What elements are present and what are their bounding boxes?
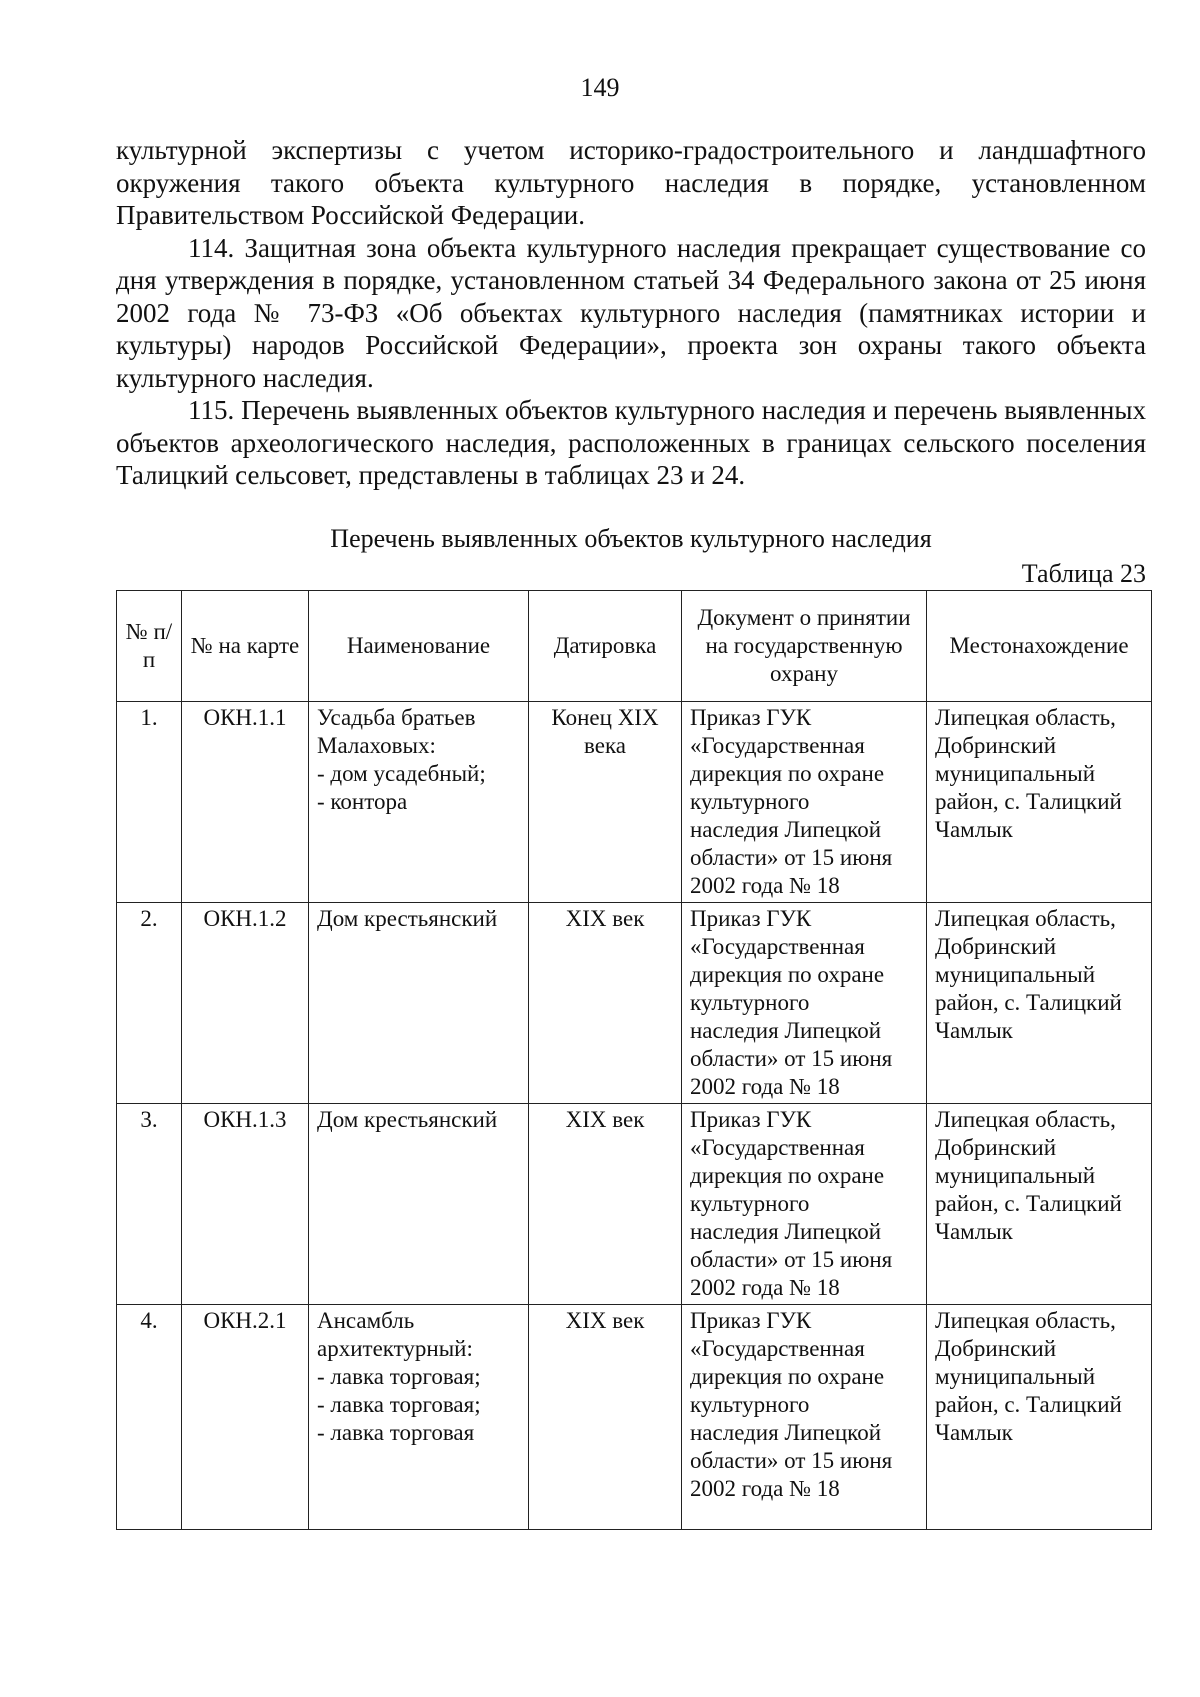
- paragraph-114: 114. Защитная зона объекта культурного наследия прекращает существование со дня утверждения в порядке, установленном статьей 34 Федерального закона от 25 июня 2002 года № 73-ФЗ «Об объектах культурного наследия (памятниках истории и культуры) народов Российской Федерации», проекта зон охраны такого объекта культурного наследия.: [116, 232, 1146, 393]
- cell-line: Липецкая область,: [935, 705, 1116, 730]
- cell-line: дирекция по охране: [690, 962, 885, 987]
- table-row: [117, 702, 1152, 903]
- cell-number: 2.: [117, 903, 182, 1104]
- cell-map-number: ОКН.1.3: [182, 1104, 309, 1305]
- cell-name: [309, 702, 529, 903]
- cell-name: [309, 903, 529, 1104]
- cell-line: муниципальный: [935, 962, 1096, 987]
- cell-line: Ансамбль: [317, 1308, 415, 1333]
- cell-line: Добринский: [935, 1135, 1057, 1160]
- cell-line: 2002 года № 18: [690, 1074, 840, 1099]
- cell-location: [927, 903, 1152, 1104]
- cell-protection-document: [682, 1104, 927, 1305]
- cell-dating: [529, 1305, 682, 1530]
- cell-line: Чамлык: [935, 1420, 1013, 1445]
- header-location: Местонахождение: [927, 591, 1152, 702]
- cell-line: культурного: [690, 1191, 810, 1216]
- header-protection-document: Документ о принятии на государственную охрану: [682, 591, 927, 702]
- cell-line: области» от 15 июня: [690, 1247, 893, 1272]
- table-caption: Перечень выявленных объектов культурного наследия: [330, 524, 932, 553]
- cell-line: Добринский: [935, 733, 1057, 758]
- body-text: [116, 134, 1146, 492]
- cell-line: Приказ ГУК: [690, 1107, 812, 1132]
- header-number: № п/п: [117, 591, 182, 702]
- cell-number: 3.: [117, 1104, 182, 1305]
- cell-line: муниципальный: [935, 1364, 1096, 1389]
- cell-dating: [529, 1104, 682, 1305]
- cell-number: 4.: [117, 1305, 182, 1530]
- header-map-number: № на карте: [182, 591, 309, 702]
- cell-map-number: ОКН.1.1: [182, 702, 309, 903]
- cell-line: Чамлык: [935, 817, 1013, 842]
- cell-location: [927, 1104, 1152, 1305]
- cell-line: 2002 года № 18: [690, 1476, 840, 1501]
- cell-line: культурного: [690, 789, 810, 814]
- cell-name: [309, 1305, 529, 1530]
- cell-map-number: ОКН.2.1: [182, 1305, 309, 1530]
- header-name: Наименование: [309, 591, 529, 702]
- cell-line: XIX век: [565, 1107, 645, 1132]
- cell-line: Липецкая область,: [935, 1107, 1116, 1132]
- cell-line: 2002 года № 18: [690, 873, 840, 898]
- cell-line: века: [584, 733, 626, 758]
- cell-line: район, с. Талицкий: [935, 990, 1122, 1015]
- heritage-table: [116, 590, 1152, 1530]
- cell-line: наследия Липецкой: [690, 1219, 881, 1244]
- cell-location: [927, 702, 1152, 903]
- cell-line: «Государственная: [690, 934, 865, 959]
- cell-number: 1.: [117, 702, 182, 903]
- cell-protection-document: [682, 702, 927, 903]
- cell-line: Добринский: [935, 934, 1057, 959]
- cell-line: муниципальный: [935, 761, 1096, 786]
- cell-line: Добринский: [935, 1336, 1057, 1361]
- cell-dating: [529, 702, 682, 903]
- page-number: 149: [580, 73, 620, 102]
- cell-line: 2002 года № 18: [690, 1275, 840, 1300]
- cell-line: - лавка торговая;: [317, 1392, 481, 1417]
- cell-line: «Государственная: [690, 1135, 865, 1160]
- cell-line: Малаховых:: [317, 733, 436, 758]
- cell-line: наследия Липецкой: [690, 1018, 881, 1043]
- cell-map-number: ОКН.1.2: [182, 903, 309, 1104]
- cell-line: XIX век: [565, 1308, 645, 1333]
- cell-name: [309, 1104, 529, 1305]
- cell-line: - контора: [317, 789, 408, 814]
- cell-line: области» от 15 июня: [690, 1046, 893, 1071]
- cell-line: Липецкая область,: [935, 906, 1116, 931]
- cell-line: Чамлык: [935, 1219, 1013, 1244]
- table-header-row: [117, 591, 1152, 702]
- cell-line: Усадьба братьев: [317, 705, 476, 730]
- table-body: [117, 702, 1152, 1530]
- cell-location: [927, 1305, 1152, 1530]
- table-row: [117, 1104, 1152, 1305]
- cell-line: - лавка торговая;: [317, 1364, 481, 1389]
- cell-protection-document: [682, 903, 927, 1104]
- cell-line: Приказ ГУК: [690, 1308, 812, 1333]
- cell-line: район, с. Талицкий: [935, 1392, 1122, 1417]
- cell-dating: [529, 903, 682, 1104]
- cell-line: области» от 15 июня: [690, 1448, 893, 1473]
- cell-line: Чамлык: [935, 1018, 1013, 1043]
- paragraph-115: 115. Перечень выявленных объектов культурного наследия и перечень выявленных объектов археологического наследия, расположенных в границах сельского поселения Талицкий сельсовет, представлены в таблицах 23 и 24.: [116, 395, 1146, 490]
- cell-line: дирекция по охране: [690, 761, 885, 786]
- table-number: Таблица 23: [1021, 559, 1146, 588]
- cell-line: Липецкая область,: [935, 1308, 1116, 1333]
- cell-line: Конец XIX: [551, 705, 659, 730]
- cell-line: муниципальный: [935, 1163, 1096, 1188]
- cell-line: дирекция по охране: [690, 1364, 885, 1389]
- cell-line: Дом крестьянский: [317, 1107, 498, 1132]
- header-dating: Датировка: [529, 591, 682, 702]
- cell-line: дирекция по охране: [690, 1163, 885, 1188]
- paragraph-continuation: культурной экспертизы с учетом историко-градостроительного и ландшафтного окружения такого объекта культурного наследия в порядке, установленном Правительством Российской Федерации.: [116, 135, 1146, 230]
- cell-line: «Государственная: [690, 1336, 865, 1361]
- cell-line: культурного: [690, 1392, 810, 1417]
- cell-line: Приказ ГУК: [690, 906, 812, 931]
- cell-line: архитектурный:: [317, 1336, 473, 1361]
- cell-line: области» от 15 июня: [690, 845, 893, 870]
- cell-line: Приказ ГУК: [690, 705, 812, 730]
- cell-line: наследия Липецкой: [690, 1420, 881, 1445]
- cell-line: наследия Липецкой: [690, 817, 881, 842]
- table-row: [117, 903, 1152, 1104]
- cell-line: «Государственная: [690, 733, 865, 758]
- cell-line: - дом усадебный;: [317, 761, 486, 786]
- cell-protection-document: [682, 1305, 927, 1530]
- cell-line: район, с. Талицкий: [935, 1191, 1122, 1216]
- cell-line: - лавка торговая: [317, 1420, 475, 1445]
- table-row: [117, 1305, 1152, 1530]
- cell-line: культурного: [690, 990, 810, 1015]
- cell-line: Дом крестьянский: [317, 906, 498, 931]
- cell-line: XIX век: [565, 906, 645, 931]
- cell-line: район, с. Талицкий: [935, 789, 1122, 814]
